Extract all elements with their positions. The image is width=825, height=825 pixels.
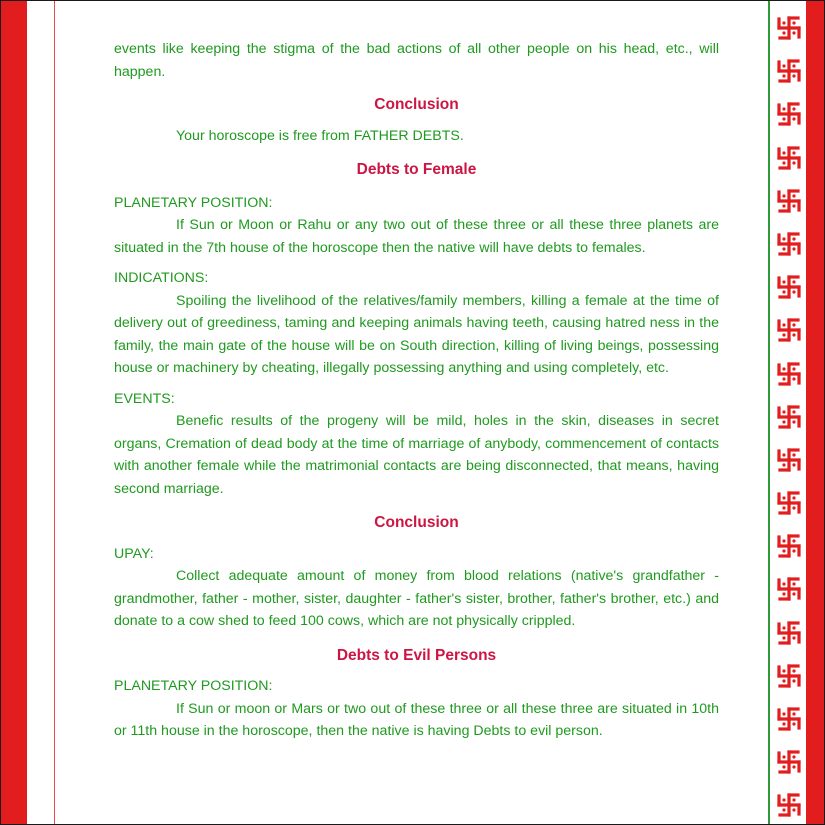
- swastika-icon: [776, 15, 802, 41]
- swastika-icon: [776, 101, 802, 127]
- swastika-icon: [776, 404, 802, 430]
- label-planetary-position: PLANETARY POSITION:: [114, 678, 273, 694]
- label-indications: INDICATIONS:: [114, 270, 209, 286]
- swastika-icon: [776, 663, 802, 689]
- heading-conclusion: Conclusion: [374, 514, 459, 531]
- heading-conclusion: Conclusion: [374, 96, 459, 113]
- swastika-icon: [776, 576, 802, 602]
- swastika-icon: [776, 620, 802, 646]
- swastika-border-column: [774, 15, 804, 825]
- swastika-icon: [776, 447, 802, 473]
- label-events: EVENTS:: [114, 390, 175, 407]
- swastika-icon: [776, 706, 802, 732]
- document-body: [114, 38, 719, 743]
- female-indications-paragraph: Spoiling the livelihood of the relatives/family members, killing a female at the time of delivery out of greediness, taming and keeping animals having teeth, causing hatred ness in the family, the main gate of the house will be on South direction, killing of living beings, possessing house or machinery by cheating, illegally possessing anything and using completely, etc.: [114, 292, 719, 376]
- heading-debts-to-evil-persons: Debts to Evil Persons: [336, 646, 497, 664]
- intro-paragraph: events like keeping the stigma of the bad actions of all other people on his head, etc., will happen.: [114, 41, 719, 80]
- evil-planetary-paragraph: If Sun or moon or Mars or two out of these three or all these three are situated in 10th or 11th house in the horoscope, then the native is having Debts to evil person.: [114, 700, 719, 739]
- swastika-icon: [776, 231, 802, 257]
- upay-paragraph: Collect adequate amount of money from blood relations (native's grandfather - grandmother, father - mother, sister, daughter - father's sister, brother, father's brother, etc.) and donate to a cow shed to feed 100 cows, which are not physically crippled.: [114, 568, 719, 629]
- swastika-icon: [776, 490, 802, 516]
- heading-debts-to-female: Debts to Female: [356, 161, 477, 178]
- right-red-border: [806, 1, 824, 824]
- label-upay: UPAY:: [114, 545, 154, 562]
- swastika-icon: [776, 792, 802, 818]
- father-debts-conclusion: Your horoscope is free from FATHER DEBTS.: [176, 127, 464, 144]
- left-red-border: [1, 1, 27, 824]
- female-events-paragraph: Benefic results of the progeny will be mild, holes in the skin, diseases in secret organs, Cremation of dead body at the time of marriage of anybody, commencement of contacts with another female while the matrimonial contacts are being disconnected, that means, having second marriage.: [114, 413, 719, 497]
- swastika-icon: [776, 361, 802, 387]
- swastika-icon: [776, 533, 802, 559]
- female-planetary-paragraph: If Sun or Moon or Rahu or any two out of these three or all these three planets are situated in the 7th house of the horoscope then the native will have debts to females.: [114, 217, 719, 256]
- swastika-icon: [776, 145, 802, 171]
- right-green-rule: [768, 1, 770, 824]
- swastika-icon: [776, 58, 802, 84]
- label-planetary-position: PLANETARY POSITION:: [114, 194, 273, 211]
- swastika-icon: [776, 188, 802, 214]
- swastika-icon: [776, 749, 802, 775]
- swastika-icon: [776, 317, 802, 343]
- left-margin-rule: [54, 1, 55, 824]
- swastika-icon: [776, 274, 802, 300]
